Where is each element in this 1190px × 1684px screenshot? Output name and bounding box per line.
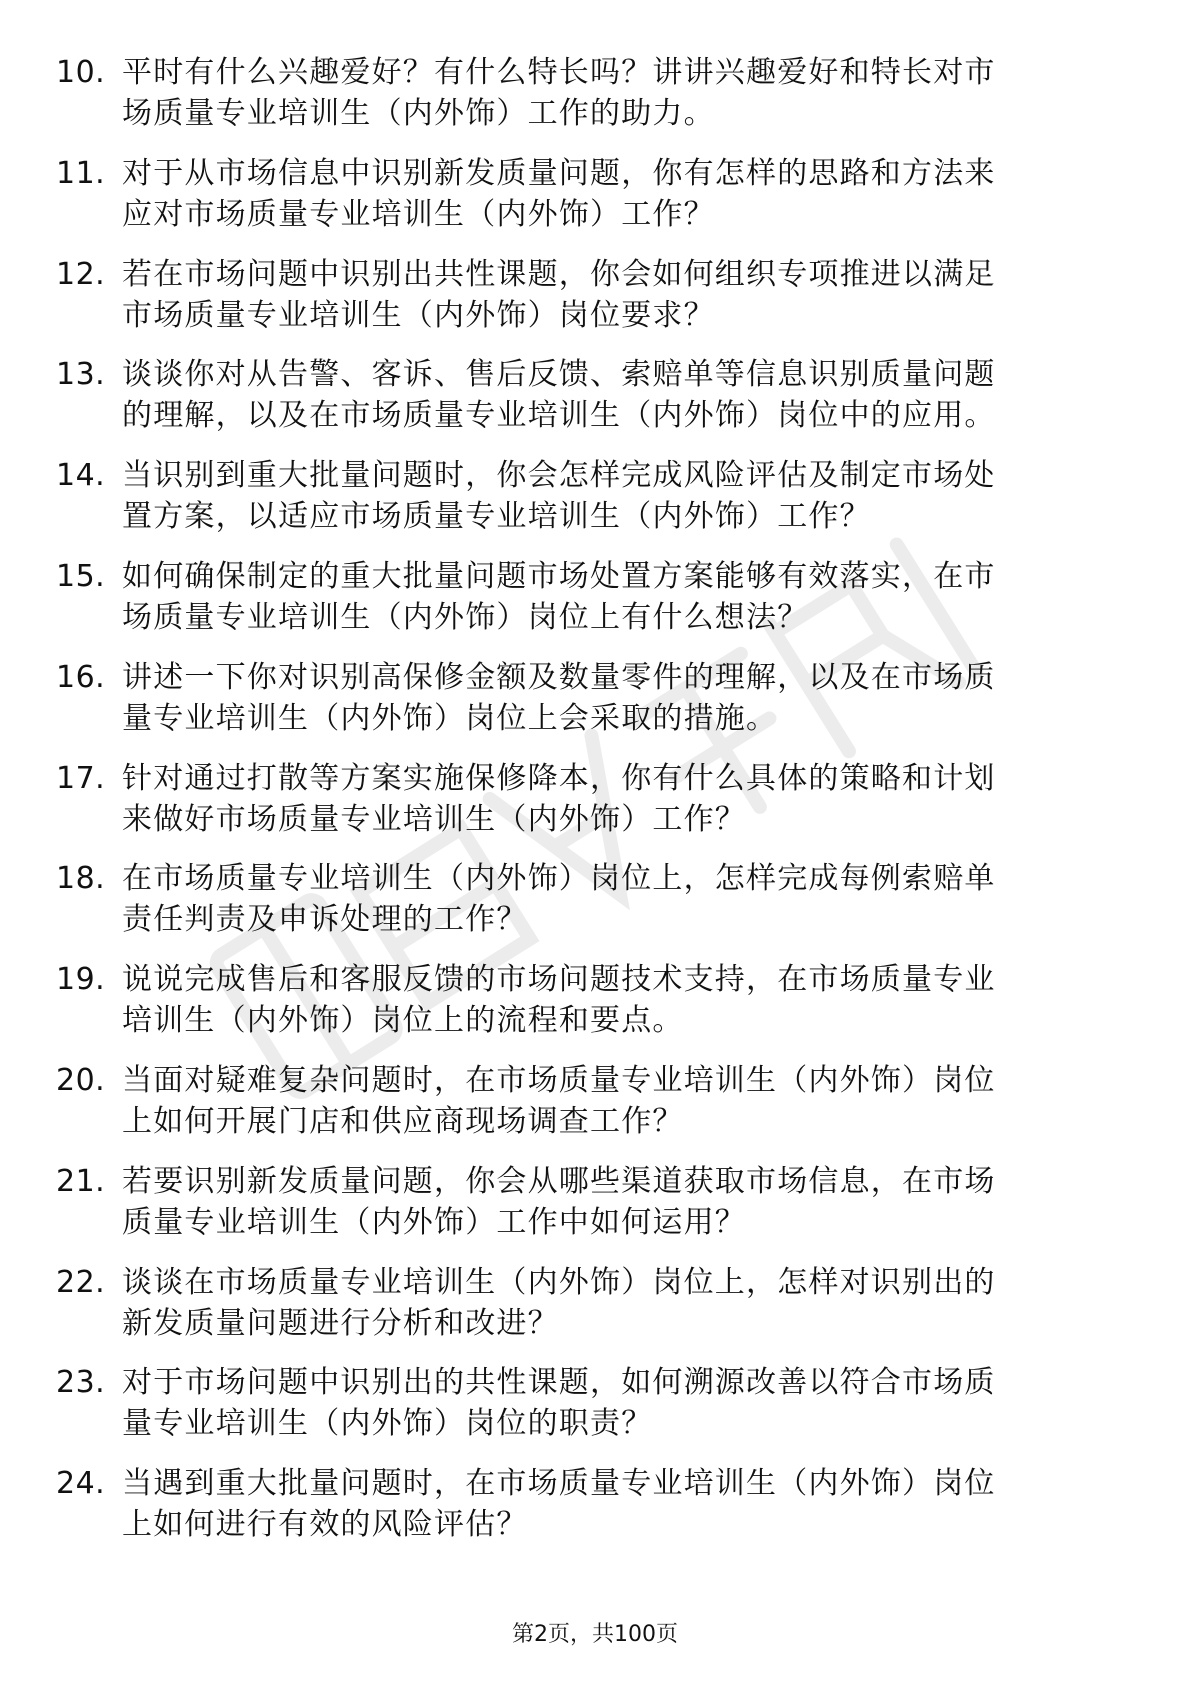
question-item [56,254,1136,336]
question-text-line: 场质量专业培训生（内外饰）工作的助力。 [122,96,715,131]
question-text-line: 谈谈在市场质量专业培训生（内外饰）岗位上，怎样对识别出的 [122,1264,996,1300]
question-item [56,1362,1136,1444]
question-text [122,52,1136,134]
question-text-line: 在市场质量专业培训生（内外饰）岗位上，怎样完成每例索赔单 [122,861,996,897]
question-text [122,858,1136,940]
question-text [122,556,1136,638]
question-number: 12. [56,256,106,292]
question-text-line: 说说完成售后和客服反馈的市场问题技术支持，在市场质量专业 [122,962,996,998]
question-text [122,1161,1136,1243]
question-item [56,52,1136,134]
question-number: 22. [56,1264,106,1300]
question-text-line: 平时有什么兴趣爱好？有什么特长吗？讲讲兴趣爱好和特长对市 [122,55,996,90]
question-number: 21. [56,1163,106,1199]
question-number: 14. [56,458,106,494]
question-item [56,153,1136,235]
question-text [122,455,1136,537]
question-item [56,1463,1136,1545]
question-text-line: 上如何开展门店和供应商现场调查工作？ [122,1103,684,1139]
question-text-line: 当遇到重大批量问题时，在市场质量专业培训生（内外饰）岗位 [122,1466,996,1502]
question-number: 10. [56,55,106,90]
question-text [122,153,1136,235]
question-number: 16. [56,659,106,695]
question-text-line: 讲述一下你对识别高保修金额及数量零件的理解，以及在市场质 [122,659,996,695]
question-text-line: 应对市场质量专业培训生（内外饰）工作？ [122,196,715,232]
question-text [122,657,1136,739]
page-number-label: 第2页，共100页 [512,1622,678,1647]
question-text-line: 量专业培训生（内外饰）岗位的职责？ [122,1406,653,1442]
question-text [122,254,1136,336]
question-item [56,1060,1136,1142]
question-text [122,1262,1136,1344]
question-number: 13. [56,357,106,393]
question-number: 24. [56,1466,106,1502]
question-item [56,455,1136,537]
question-text-line: 若在市场问题中识别出共性课题，你会如何组织专项推进以满足 [122,256,996,292]
question-text [122,959,1136,1041]
question-number: 19. [56,962,106,998]
question-text-line: 对于市场问题中识别出的共性课题，如何溯源改善以符合市场质 [122,1365,996,1401]
question-text-line: 新发质量问题进行分析和改进？ [122,1305,559,1341]
question-item [56,1262,1136,1344]
question-text-line: 市场质量专业培训生（内外饰）岗位要求？ [122,297,715,333]
question-text-line: 量专业培训生（内外饰）岗位上会采取的措施。 [122,700,778,736]
question-text-line: 培训生（内外饰）岗位上的流程和要点。 [122,1003,684,1039]
question-number: 17. [56,760,106,796]
question-text-line: 的理解，以及在市场质量专业培训生（内外饰）岗位中的应用。 [122,398,996,434]
question-text-line: 针对通过打散等方案实施保修降本，你有什么具体的策略和计划 [122,760,996,796]
question-text-line: 置方案，以适应市场质量专业培训生（内外饰）工作？ [122,499,871,535]
question-item [56,657,1136,739]
page-footer [0,1621,1190,1649]
question-item [56,758,1136,840]
question-text [122,1463,1136,1545]
question-text [122,758,1136,840]
question-text [122,354,1136,436]
question-text-line: 对于从市场信息中识别新发质量问题，你有怎样的思路和方法来 [122,155,996,191]
question-list [56,52,1136,1564]
question-item [56,959,1136,1041]
question-text-line: 场质量专业培训生（内外饰）岗位上有什么想法？ [122,599,809,635]
question-text-line: 如何确保制定的重大批量问题市场处置方案能够有效落实，在市 [122,558,996,594]
question-item [56,858,1136,940]
question-text-line: 上如何进行有效的风险评估？ [122,1507,528,1543]
question-number: 23. [56,1365,106,1401]
question-text [122,1362,1136,1444]
question-text-line: 当面对疑难复杂问题时，在市场质量专业培训生（内外饰）岗位 [122,1062,996,1098]
question-number: 18. [56,861,106,897]
question-item [56,556,1136,638]
question-number: 15. [56,558,106,594]
question-text [122,1060,1136,1142]
question-text-line: 质量专业培训生（内外饰）工作中如何运用？ [122,1204,746,1240]
question-number: 20. [56,1062,106,1098]
question-text-line: 谈谈你对从告警、客诉、售后反馈、索赔单等信息识别质量问题 [122,357,996,393]
question-item [56,1161,1136,1243]
question-text-line: 若要识别新发质量问题，你会从哪些渠道获取市场信息，在市场 [122,1163,996,1199]
question-text-line: 当识别到重大批量问题时，你会怎样完成风险评估及制定市场处 [122,458,996,494]
question-item [56,354,1136,436]
question-number: 11. [56,155,106,191]
question-text-line: 责任判责及申诉处理的工作？ [122,902,528,938]
question-text-line: 来做好市场质量专业培训生（内外饰）工作？ [122,801,746,837]
